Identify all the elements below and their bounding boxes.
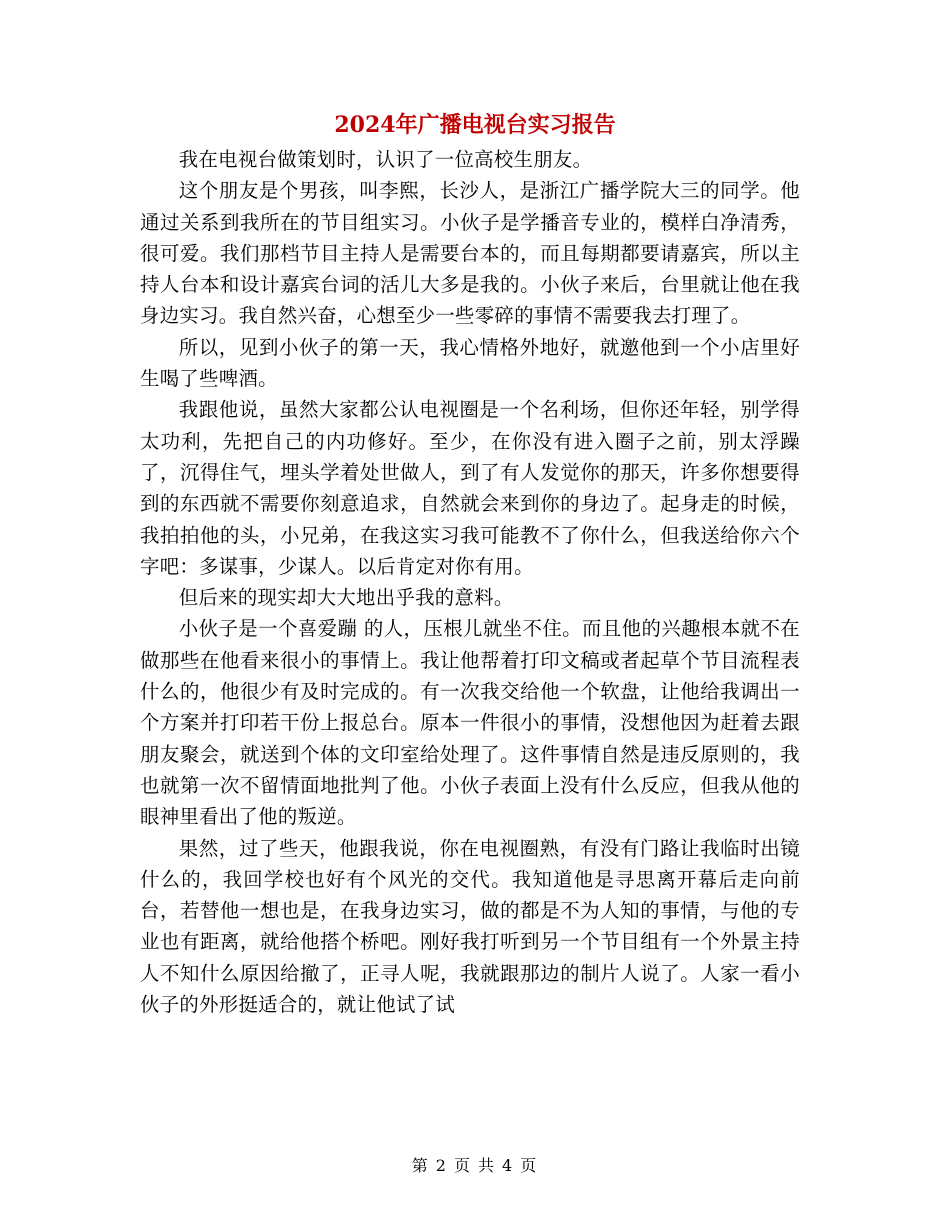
document-title: 2024年广播电视台实习报告 <box>334 112 616 138</box>
footer-total-pages: 4 <box>502 1156 515 1175</box>
footer-total-unit: 页 <box>520 1156 539 1175</box>
document-body <box>140 144 800 1020</box>
paragraph-1: 我在电视台做策划时，认识了一位高校生朋友。 <box>178 148 593 171</box>
footer-page-number: 2 <box>435 1156 448 1175</box>
paragraph-2: 这个朋友是个男孩，叫李熙，长沙人，是浙江广播学院大三的同学。他通过关系到我所在的节目组实习。小伙子是学播音专业的，模样白净清秀，很可爱。我们那档节目主持人是需要台本的，而且每期都要请嘉宾，所以主持人台本和设计嘉宾台词的活儿大多是我的。小伙子来后，台里就让他在我身边实习。我自然兴奋，心想至少一些零碎的事情不需要我去打理了。 <box>140 179 800 328</box>
page-footer <box>0 1154 950 1178</box>
paragraph-4: 我跟他说，虽然大家都公认电视圈是一个名利场，但你还年轻，别学得太功利，先把自己的内功修好。至少，在你没有进入圈子之前，别太浮躁了，沉得住气，埋头学着处世做人，到了有人发觉你的那天，许多你想要得到的东西就不需要你刻意追求，自然就会来到你的身边了。起身走的时候，我拍拍他的头，小兄弟，在我这实习我可能教不了你什么，但我送给你六个字吧：多谋事，少谋人。以后肯定对你有用。 <box>140 398 800 578</box>
footer-total-prefix: 共 <box>478 1156 497 1175</box>
paragraph-3: 所以，见到小伙子的第一天，我心情格外地好，就邀他到一个小店里好生喝了些啤酒。 <box>140 335 800 391</box>
paragraph-7: 果然，过了些天，他跟我说，你在电视圈熟，有没有门路让我临时出镜什么的，我回学校也好有个风光的交代。我知道他是寻思离开幕后走向前台，若替他一想也是，在我身边实习，做的都是不为人知的事情，与他的专业也有距离，就给他搭个桥吧。刚好我打听到另一个节目组有一个外景主持人不知什么原因给撤了，正寻人呢，我就跟那边的制片人说了。人家一看小伙子的外形挺适合的，就让他试了试 <box>140 836 800 1017</box>
footer-prefix: 第 <box>411 1156 430 1175</box>
paragraph-5: 但后来的现实却大大地出乎我的意料。 <box>178 586 514 610</box>
paragraph-6: 小伙子是一个喜爱蹦 的人，压根儿就坐不住。而且他的兴趣根本就不在做那些在他看来很小的事情上。我让他帮着打印文稿或者起草个节目流程表什么的，他很少有及时完成的。有一次我交给他一个软盘，让他给我调出一个方案并打印若干份上报总台。原本一件很小的事情，没想他因为赶着去跟朋友聚会，就送到个体的文印室给处理了。这件事情自然是违反原则的，我也就第一次不留情面地批判了他。小伙子表面上没有什么反应，但我从他的眼神里看出了他的叛逆。 <box>140 617 800 829</box>
footer-page-unit: 页 <box>453 1156 472 1175</box>
